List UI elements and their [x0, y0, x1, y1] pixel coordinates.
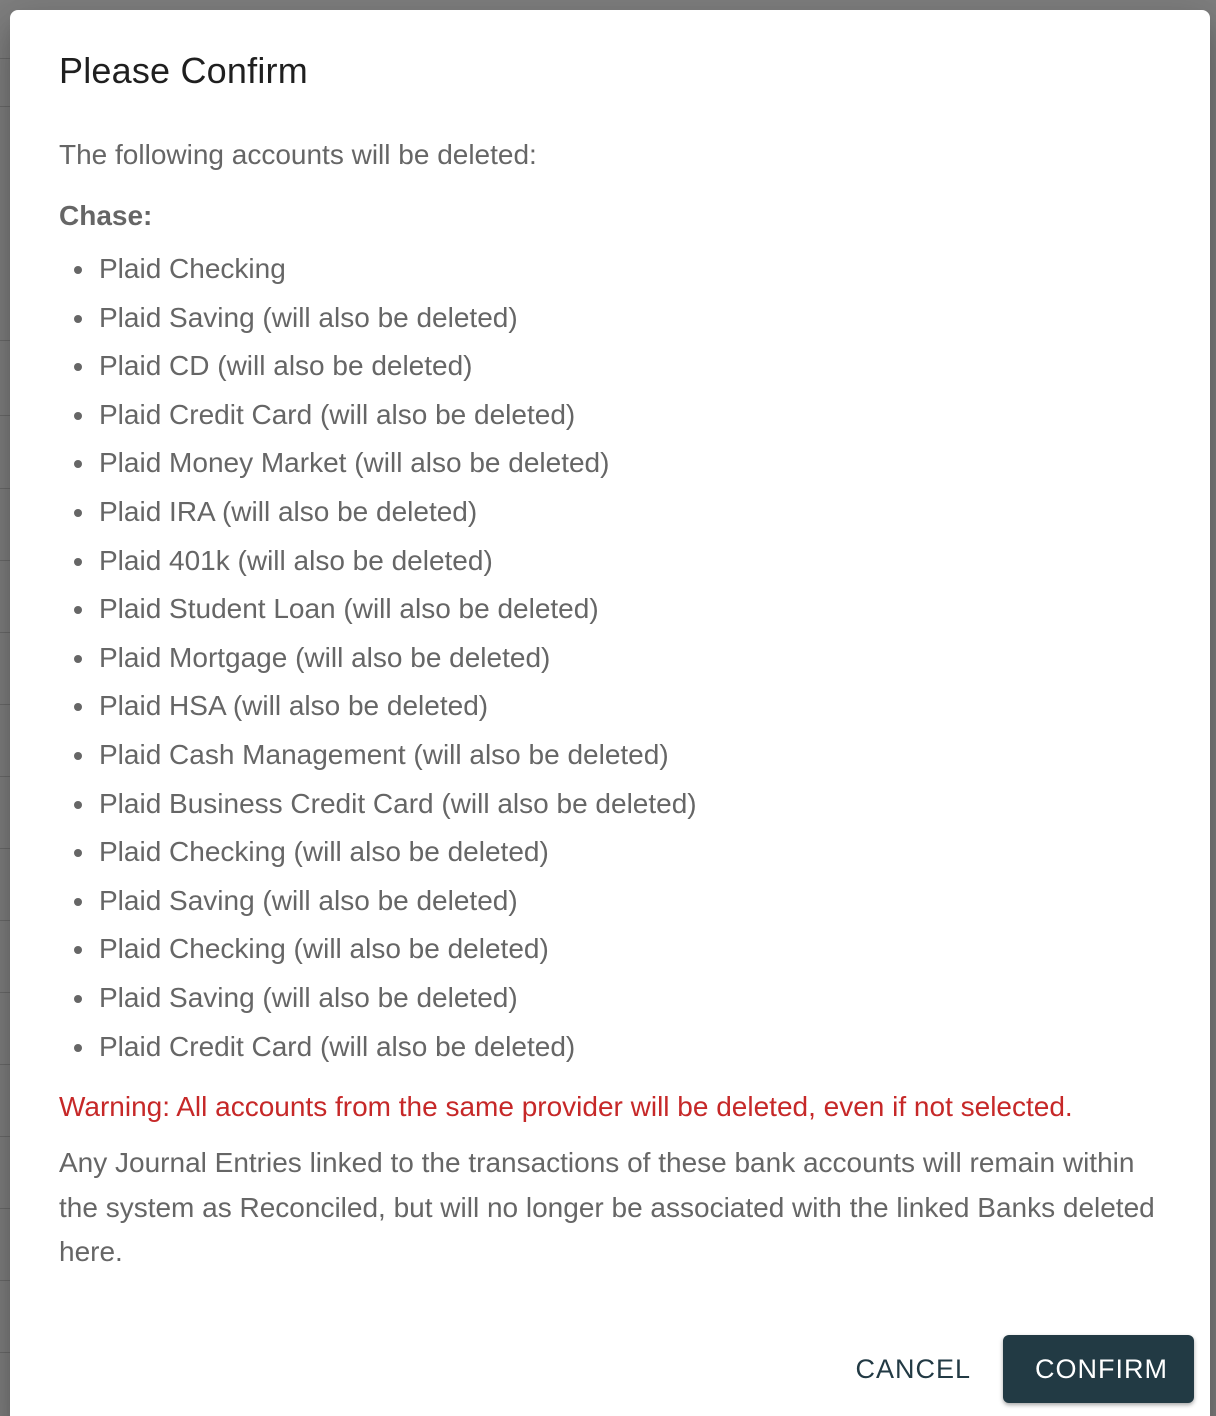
list-item [59, 731, 1179, 780]
bullet-icon [74, 460, 82, 468]
account-name: Plaid Saving (will also be deleted) [99, 884, 518, 916]
account-name: Plaid Saving (will also be deleted) [99, 301, 518, 333]
list-item [59, 585, 1179, 634]
intro-text: The following accounts will be deleted: [59, 139, 537, 170]
list-item [59, 682, 1179, 731]
list-item [59, 537, 1179, 586]
bullet-icon [74, 752, 82, 760]
bullet-icon [74, 946, 82, 954]
warning-text: Warning: All accounts from the same provider will be deleted, even if not selected. [59, 1091, 1073, 1123]
list-item [59, 342, 1179, 391]
account-name: Plaid IRA (will also be deleted) [99, 495, 478, 527]
account-list [59, 245, 1179, 1071]
provider-name: Chase: [59, 200, 153, 231]
list-item [59, 245, 1179, 294]
list-item [59, 439, 1179, 488]
account-name: Plaid Credit Card (will also be deleted) [99, 1030, 576, 1062]
list-item [59, 1023, 1179, 1072]
bullet-icon [74, 801, 82, 809]
bullet-icon [74, 558, 82, 566]
account-name: Plaid Checking [99, 253, 286, 284]
dialog-title: Please Confirm [59, 50, 308, 91]
list-item [59, 294, 1179, 343]
cancel-button[interactable]: CANCEL [839, 1335, 987, 1403]
account-name: Plaid CD (will also be deleted) [99, 350, 473, 382]
confirm-button[interactable]: CONFIRM [1003, 1335, 1194, 1403]
bullet-icon [74, 703, 82, 711]
list-item [59, 634, 1179, 683]
account-name: Plaid Student Loan (will also be deleted) [99, 593, 599, 625]
account-name: Plaid Business Credit Card (will also be deleted) [99, 787, 697, 819]
account-name: Plaid Mortgage (will also be deleted) [99, 641, 551, 673]
account-name: Plaid HSA (will also be deleted) [99, 690, 489, 722]
journal-entries-note: Any Journal Entries linked to the transactions of these bank accounts will remain within the system as Reconciled, but will no longer be associated with the linked Banks deleted here. [59, 1147, 1155, 1268]
bullet-icon [74, 849, 82, 857]
bullet-icon [74, 1044, 82, 1052]
dialog-content [59, 135, 1179, 1275]
list-item [59, 391, 1179, 440]
bullet-icon [74, 509, 82, 517]
account-name: Plaid Checking (will also be deleted) [99, 836, 549, 868]
bullet-icon [74, 995, 82, 1003]
list-item [59, 780, 1179, 829]
bullet-icon [74, 606, 82, 614]
bullet-icon [74, 363, 82, 371]
account-name: Plaid Cash Management (will also be deleted) [99, 738, 669, 770]
account-name: Plaid Checking (will also be deleted) [99, 933, 549, 965]
account-name: Plaid Money Market (will also be deleted) [99, 447, 610, 479]
list-item [59, 974, 1179, 1023]
dialog-actions [839, 1335, 1194, 1403]
bullet-icon [74, 412, 82, 420]
bullet-icon [74, 266, 82, 274]
bullet-icon [74, 655, 82, 663]
account-name: Plaid Credit Card (will also be deleted) [99, 398, 576, 430]
list-item [59, 877, 1179, 926]
account-name: Plaid 401k (will also be deleted) [99, 544, 493, 576]
bullet-icon [74, 315, 82, 323]
list-item [59, 488, 1179, 537]
confirm-dialog [10, 10, 1210, 1416]
list-item [59, 925, 1179, 974]
list-item [59, 828, 1179, 877]
bullet-icon [74, 898, 82, 906]
account-name: Plaid Saving (will also be deleted) [99, 981, 518, 1013]
